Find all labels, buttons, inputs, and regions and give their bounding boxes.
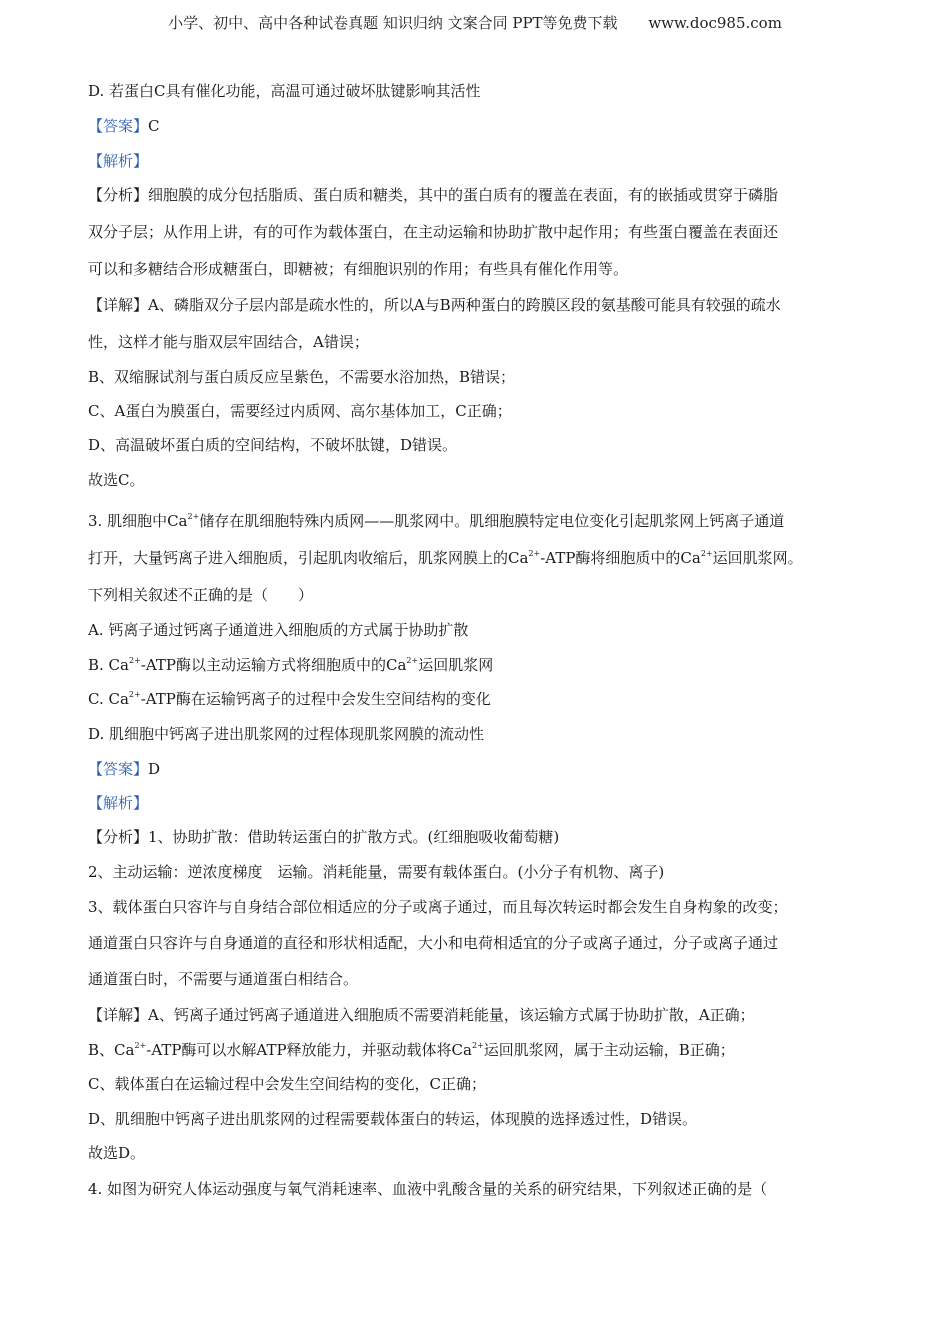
superscript: 2+	[471, 1041, 484, 1050]
xiangjie-tag: 【详解】	[88, 296, 149, 314]
q3-stem-line-1	[88, 510, 784, 533]
q2-option-d: D. 若蛋白C具有催化功能，高温可通过破坏肽键影响其活性	[88, 82, 481, 100]
q2-xiangjie-line-2: 性，这样才能与脂双层牢固结合，A错误；	[88, 333, 369, 351]
fenxi-tag: 【分析】	[88, 828, 149, 846]
q3-xiangjie-d: D、肌细胞中钙离子进出肌浆网的过程需要载体蛋白的转运，体现膜的选择透过性，D错误。	[88, 1110, 698, 1128]
page-header	[0, 12, 950, 33]
q2-fenxi-line-1	[88, 184, 778, 207]
q2-fenxi-line-3: 可以和多糖结合形成糖蛋白，即糖被；有细胞识别的作用；有些具有催化作用等。	[88, 260, 629, 278]
answer-value: D	[148, 760, 161, 778]
q3-xiangjie-a	[88, 1004, 755, 1027]
superscript: 2+	[134, 1041, 147, 1050]
q2-conclusion: 故选C。	[88, 471, 145, 489]
q2-xiangjie-b: B、双缩脲试剂与蛋白质反应呈紫色，不需要水浴加热，B错误；	[88, 368, 516, 386]
q3-stem-text: 打开，大量钙离子进入细胞质，引起肌肉收缩后，肌浆网膜上的Ca	[88, 549, 529, 567]
xiangjie-text: 运回肌浆网，属于主动运输，B正确；	[483, 1041, 735, 1059]
superscript: 2+	[700, 549, 713, 558]
analysis-tag: 【解析】	[88, 794, 149, 812]
answer-tag: 【答案】	[88, 760, 149, 778]
xiangjie-text: -ATP酶可以水解ATP释放能力，并驱动载体将Ca	[146, 1041, 472, 1059]
q3-option-d: D. 肌细胞中钙离子进出肌浆网的过程体现肌浆网膜的流动性	[88, 725, 485, 743]
q3-option-a: A. 钙离子通过钙离子通道进入细胞质的方式属于协助扩散	[88, 621, 469, 639]
q3-stem-text: 运回肌浆网。	[712, 549, 803, 567]
q3-fenxi-1	[88, 826, 559, 849]
xiangjie-text: A、钙离子通过钙离子通道进入细胞质不需要消耗能量，该运输方式属于协助扩散，A正确；	[148, 1006, 755, 1024]
xiangjie-tag: 【详解】	[88, 1006, 149, 1024]
q3-fenxi-3b: 通道蛋白只容许与自身通道的直径和形状相适配，大小和电荷相适宜的分子或离子通过，分子或离子通过	[88, 934, 779, 952]
superscript: 2+	[187, 512, 200, 521]
superscript: 2+	[406, 656, 419, 665]
header-site-link[interactable]: www.doc985.com	[648, 14, 782, 32]
superscript: 2+	[128, 656, 141, 665]
q3-stem-text: 储存在肌细胞特殊内质网——肌浆网中。肌细胞膜特定电位变化引起肌浆网上钙离子通道	[199, 512, 785, 530]
q3-stem-line-3: 下列相关叙述不正确的是（ ）	[88, 586, 314, 604]
option-text: B. Ca	[88, 656, 129, 674]
q3-fenxi-3c: 通道蛋白时，不需要与通道蛋白相结合。	[88, 970, 359, 988]
q3-option-b	[88, 654, 493, 677]
q3-stem-text: 3. 肌细胞中Ca	[88, 512, 188, 530]
q3-stem-line-2	[88, 547, 803, 570]
superscript: 2+	[528, 549, 541, 558]
q2-analysis-heading	[88, 150, 148, 173]
q3-xiangjie-b	[88, 1039, 735, 1062]
option-text: -ATP酶以主动运输方式将细胞质中的Ca	[140, 656, 407, 674]
q3-option-c	[88, 688, 491, 711]
fenxi-text: 1、协助扩散：借助转运蛋白的扩散方式。(红细胞吸收葡萄糖)	[148, 828, 560, 846]
xiangjie-text: B、Ca	[88, 1041, 135, 1059]
option-text: 运回肌浆网	[418, 656, 494, 674]
q3-answer	[88, 758, 160, 781]
q3-xiangjie-c: C、载体蛋白在运输过程中会发生空间结构的变化，C正确；	[88, 1075, 486, 1093]
q3-conclusion: 故选D。	[88, 1144, 146, 1162]
q2-xiangjie-d: D、高温破坏蛋白质的空间结构，不破坏肽键，D错误。	[88, 436, 458, 454]
q4-stem: 4. 如图为研究人体运动强度与氧气消耗速率、血液中乳酸含量的关系的研究结果，下列叙述正确的是（	[88, 1180, 768, 1198]
header-text: 小学、初中、高中各种试卷真题 知识归纳 文案合同 PPT等免费下载	[168, 14, 618, 32]
q3-analysis-heading	[88, 792, 148, 815]
analysis-tag: 【解析】	[88, 152, 149, 170]
fenxi-tag: 【分析】	[88, 186, 149, 204]
answer-tag: 【答案】	[88, 117, 149, 135]
fenxi-text: 细胞膜的成分包括脂质、蛋白质和糖类，其中的蛋白质有的覆盖在表面，有的嵌插或贯穿于磷脂	[148, 186, 779, 204]
answer-value: C	[148, 117, 160, 135]
q3-stem-text: -ATP酶将细胞质中的Ca	[540, 549, 701, 567]
superscript: 2+	[128, 690, 141, 699]
q2-fenxi-line-2: 双分子层；从作用上讲，有的可作为载体蛋白，在主动运输和协助扩散中起作用；有些蛋白覆盖在表面还	[88, 223, 779, 241]
q3-fenxi-3a: 3、载体蛋白只容许与自身结合部位相适应的分子或离子通过，而且每次转运时都会发生自身构象的改变；	[88, 898, 788, 916]
q2-answer	[88, 115, 160, 138]
q3-fenxi-2: 2、主动运输：逆浓度梯度 运输。消耗能量，需要有载体蛋白。(小分子有机物、离子)	[88, 863, 665, 881]
option-text: C. Ca	[88, 690, 129, 708]
q2-xiangjie-c: C、A蛋白为膜蛋白，需要经过内质网、高尔基体加工，C正确；	[88, 402, 512, 420]
xiangjie-text: A、磷脂双分子层内部是疏水性的，所以A与B两种蛋白的跨膜区段的氨基酸可能具有较强的疏水	[148, 296, 781, 314]
q2-xiangjie-line-1	[88, 294, 781, 317]
option-text: -ATP酶在运输钙离子的过程中会发生空间结构的变化	[140, 690, 491, 708]
